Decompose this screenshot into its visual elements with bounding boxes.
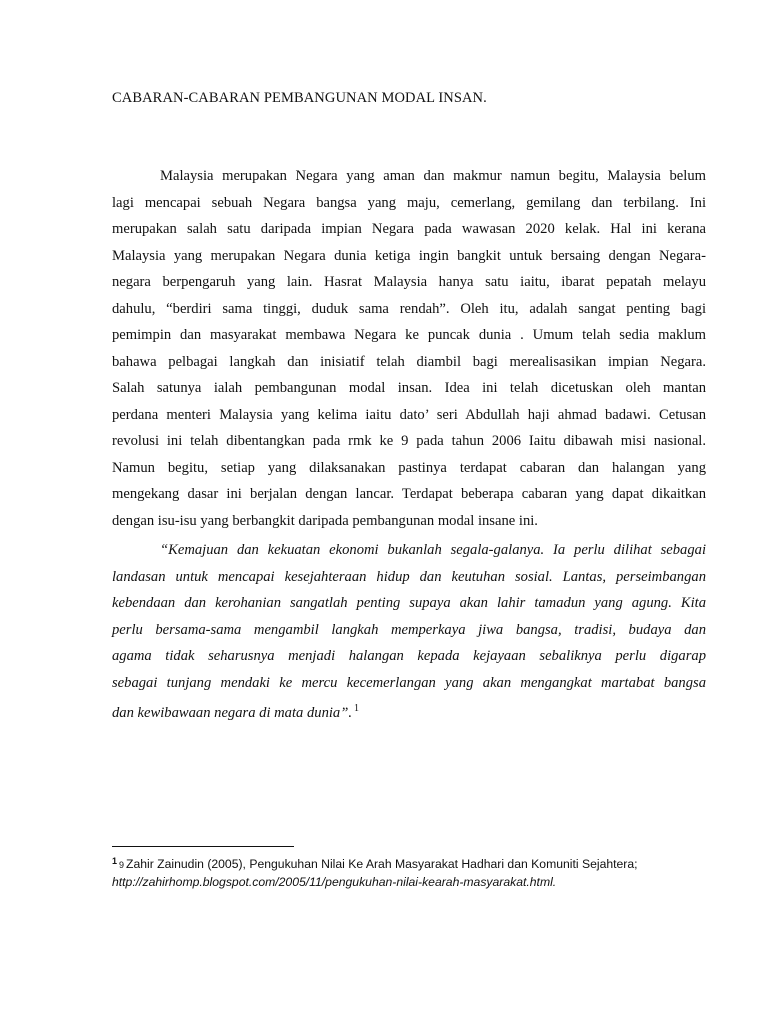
paragraph-line: Malaysia merupakan Negara yang aman dan makmur namun begitu, Malaysia belum [160,168,706,184]
footnote-url[interactable]: http://zahirhomp.blogspot.com/2005/11/pengukuhan-nilai-kearah-masyarakat.html. [112,875,557,889]
paragraph-line: pemimpin dan masyarakat membawa Negara ke puncak dunia . Umum telah sedia maklum [112,327,706,343]
paragraph-line: perdana menteri Malaysia yang kelima iaitu dato’ seri Abdullah haji ahmad badawi. Cetusan [112,406,706,423]
document-title: CABARAN-CABARAN PEMBANGUNAN MODAL INSAN. [112,90,487,106]
footnote-reference[interactable]: 1 [354,703,359,714]
paragraph-line: dengan isu-isu yang berbangkit daripada pembangunan modal insane ini. [112,512,538,529]
paragraph-line: merupakan salah satu daripada impian Negara pada wawasan 2020 kelak. Hal ini kerana [112,221,706,237]
quote-line: perlu bersama-sama mengambil langkah memperkaya jiwa bangsa, tradisi, budaya dan [112,621,706,638]
footnote [112,853,638,891]
quote-paragraph [112,537,706,723]
paragraph-line: lagi mencapai sebuah Negara bangsa yang maju, cemerlang, gemilang dan terbilang. Ini [112,194,706,211]
footnote-number: 1 [112,856,118,866]
quote-line: “Kemajuan dan kekuatan ekonomi bukanlah segala-galanya. Ia perlu dilihat sebagai [160,542,706,558]
footnote-citation-line [112,853,638,874]
quote-line: sebagai tunjang mendaki ke mercu kecemerlangan yang akan mengangkat martabat bangsa [112,674,706,691]
footnote-text: Zahir Zainudin (2005), Pengukuhan Nilai Ke Arah Masyarakat Hadhari dan Komuniti Sejahtera; [126,857,638,871]
paragraph-line: bahawa pelbagai langkah dan inisiatif telah diambil bagi merealisasikan impian Negara. [112,353,706,370]
footnote-tick: 9 [119,860,125,870]
quote-line: agama tidak seharusnya menjadi halangan kepada kejayaan sebaliknya perlu digarap [112,648,706,664]
quote-line: dan kewibawaan negara di mata dunia”. [112,705,352,721]
quote-last-line [112,696,706,723]
paragraph-line: negara berpengaruh yang lain. Hasrat Malaysia hanya satu iaitu, ibarat pepatah melayu [112,274,706,290]
footnote-separator [112,846,294,847]
quote-line: kebendaan dan kerohanian sangatlah penting supaya akan lahir tamadun yang agung. Kita [112,595,706,611]
paragraph-line: dahulu, “berdiri sama tinggi, duduk sama rendah”. Oleh itu, adalah sangat penting bagi [112,300,706,317]
body-paragraph [112,163,706,534]
paragraph-line: revolusi ini telah dibentangkan pada rmk ke 9 pada tahun 2006 Iaitu dibawah misi nasional. [112,433,706,449]
quote-line: landasan untuk mencapai kesejahteraan hidup dan keutuhan sosial. Lantas, perseimbangan [112,568,706,585]
paragraph-line: mengekang dasar ini berjalan dengan lancar. Terdapat beberapa cabaran yang dapat dikaitkan [112,486,706,502]
paragraph-line: Salah satunya ialah pembangunan modal insan. Idea ini telah dicetuskan oleh mantan [112,380,706,396]
paragraph-line: Namun begitu, setiap yang dilaksanakan pastinya terdapat cabaran dan halangan yang [112,459,706,476]
paragraph-line: Malaysia yang merupakan Negara dunia ketiga ingin bangkit untuk bersaing dengan Negara- [112,247,706,264]
